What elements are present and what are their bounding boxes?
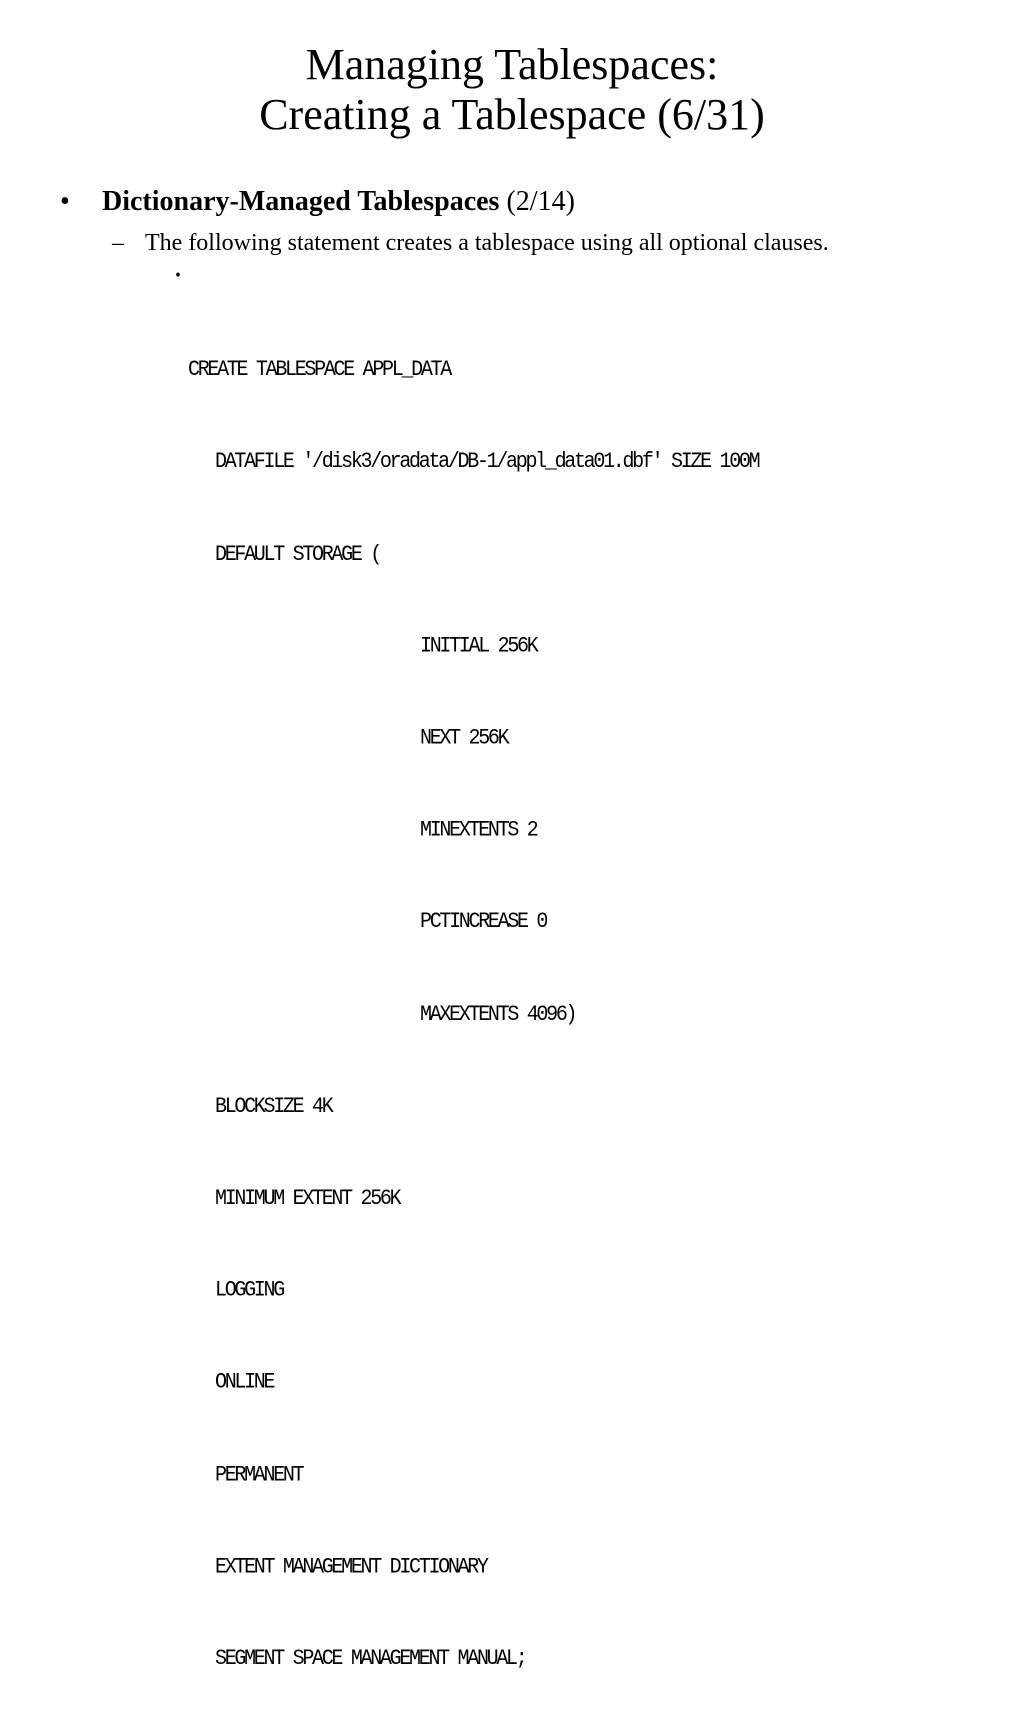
code-line: PCTINCREASE 0 <box>420 909 547 936</box>
bullet-level-1-text <box>102 184 575 220</box>
code-line: MAXEXTENTS 4096) <box>420 1001 576 1028</box>
code-line: DATAFILE '/disk3/oradata/DB-1/appl_data01.dbf' SIZE 100M <box>215 449 759 476</box>
code-line: MINIMUM EXTENT 256K <box>215 1185 400 1212</box>
slide-title-line-1: Managing Tablespaces: <box>305 40 719 89</box>
bullet-level-2-text: The following statement creates a tablespace using all optional clauses. <box>145 230 829 256</box>
bullet-dash-icon: – <box>112 230 124 256</box>
code-line: BLOCKSIZE 4K <box>215 1093 332 1120</box>
code-line: EXTENT MANAGEMENT DICTIONARY <box>215 1554 487 1580</box>
code-line: MINEXTENTS 2 <box>420 817 537 844</box>
slide-title <box>0 40 1024 140</box>
bullet-level-1-count: (2/14) <box>499 186 575 217</box>
code-line: CREATE TABLESPACE APPL_DATA <box>188 357 450 384</box>
slide-title-line-2: Creating a Tablespace (6/31) <box>259 90 765 139</box>
bullet-dot-icon: • <box>60 186 70 217</box>
code-line: ONLINE <box>215 1370 274 1396</box>
code-line: DEFAULT STORAGE ( <box>215 541 380 568</box>
code-line: SEGMENT SPACE MANAGEMENT MANUAL; <box>215 1646 526 1673</box>
bullet-middle-dot-icon: ・ <box>168 265 188 291</box>
code-line: INITIAL 256K <box>420 633 537 660</box>
code-line: PERMANENT <box>215 1462 303 1488</box>
code-line: NEXT 256K <box>420 725 508 752</box>
sql-code-block <box>168 263 758 1736</box>
bullet-level-1-heading: Dictionary-Managed Tablespaces <box>102 186 500 217</box>
code-line: LOGGING <box>215 1278 283 1304</box>
